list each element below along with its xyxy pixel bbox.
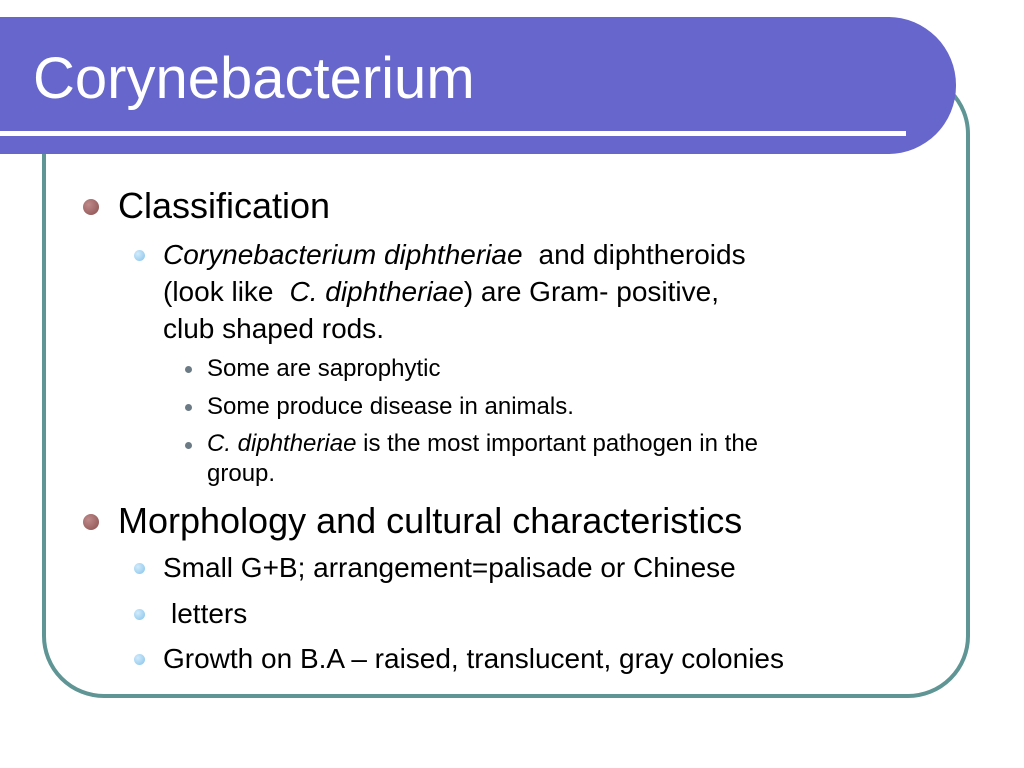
morphology-point-arrangement: Small G+B; arrangement=palisade or Chinese [163,552,736,583]
bullet-level3 [185,366,192,373]
bullet-level2 [134,250,145,261]
morphology-point-letters: letters [171,598,248,629]
bullet-level2 [134,563,145,574]
organism-name: Corynebacterium diphtheriae [163,239,523,270]
bullet-level1 [83,514,99,530]
pathogen-name: C. diphtheriae [207,430,357,457]
classification-point-line1 [163,236,746,273]
line2-italic: C. diphtheriae [289,276,464,307]
classification-point-line2 [163,273,719,310]
line2-rest: ) are Gram- positive, [463,276,719,307]
morphology-point-growth: Growth on B.A – raised, translucent, gray colonies [163,643,784,674]
title-underline [0,131,906,136]
subpoint-pathogen-line1 [207,427,758,461]
bullet-level3 [185,404,192,411]
bullet-level2 [134,654,145,665]
subpoint-saprophytic: Some are saprophytic [207,355,441,382]
pathogen-rest: is the most important pathogen in the [363,430,759,457]
bullet-level1 [83,199,99,215]
section-heading-morphology: Morphology and cultural characteristics [118,500,743,541]
line1-rest: and diphtheroids [538,239,746,270]
subpoint-pathogen-line2: group. [207,460,276,487]
section-heading-classification: Classification [118,185,331,226]
bullet-level2 [134,609,145,620]
slide-title: Corynebacterium [33,46,475,111]
bullet-level3 [185,442,192,449]
line2-start: (look like [163,276,274,307]
subpoint-disease: Some produce disease in animals. [207,393,574,420]
classification-point-line3: club shaped rods. [163,313,385,344]
